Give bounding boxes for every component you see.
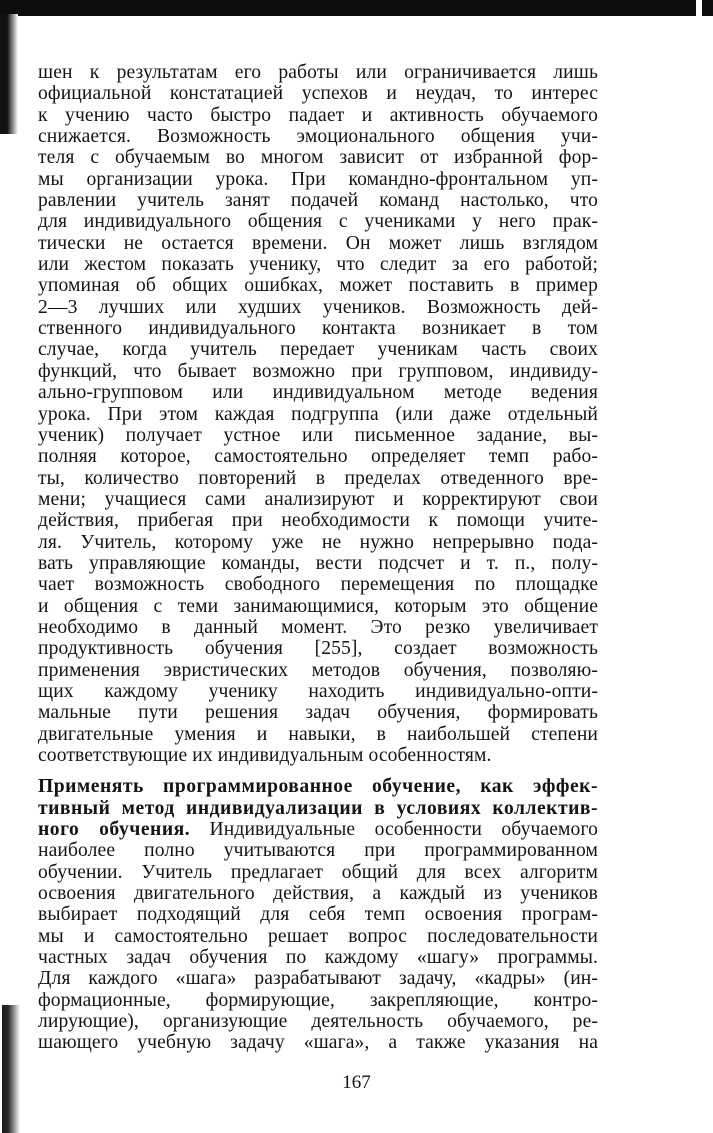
text-line: ально-групповом или индивидуальном методе ведения xyxy=(38,382,598,404)
text-line: шающего учебную задачу «шага», а также указания на xyxy=(38,1032,598,1054)
text-line: вать управляющие команды, вести подсчет и т. п., полу- xyxy=(38,552,598,574)
paragraph-1 xyxy=(38,62,598,766)
text-line: необходимо в данный момент. Это резко увеличивает xyxy=(38,616,598,638)
text-line: урока. При этом каждая подгруппа (или даже отдельный xyxy=(38,403,598,425)
text-line: применения эвристических методов обучения, позволяю- xyxy=(38,659,598,681)
text-line: лирующие), организующие деятельность обучаемого, ре- xyxy=(38,1011,598,1033)
text-line: соответствующие их индивидуальным особенностям. xyxy=(38,745,492,766)
text-line: наиболее полно учитываются при программированном xyxy=(38,840,598,862)
text-line: или жестом показать ученику, что следит за его работой; xyxy=(38,254,598,276)
text-line: к учению часто быстро падает и активность обучаемого xyxy=(38,104,598,126)
text-line: частных задач обучения по каждому «шагу» программы. xyxy=(38,947,598,969)
text-line: действия, прибегая при необходимости к помощи учите- xyxy=(38,510,598,532)
text-line: ученик) получает устное или письменное задание, вы- xyxy=(38,424,598,446)
text-line: мы и самостоятельно решает вопрос последовательности xyxy=(38,925,598,947)
text-line: ля. Учитель, которому уже не нужно непрерывно пода- xyxy=(38,531,598,553)
text-line: продуктивность обучения [255], создает возможность xyxy=(38,638,598,660)
text-line: чает возможность свободного перемещения по площадке xyxy=(38,574,598,596)
text-line: ственного индивидуального контакта возникает в том xyxy=(38,318,598,340)
text-line: щих каждому ученику находить индивидуально-опти- xyxy=(38,680,598,702)
mixed-line xyxy=(38,819,598,840)
text-line: официальной констатацией успехов и неудач, то интерес xyxy=(38,83,598,105)
text-line: ты, количество повторений в пределах отведенного вре- xyxy=(38,467,598,489)
scan-top-edge xyxy=(0,0,713,16)
text-line: освоения двигательного действия, а каждый из учеников xyxy=(38,883,598,905)
bold-line: Применять программированное обучение, как эффек- xyxy=(38,776,598,798)
text-line: тически не остается времени. Он может лишь взглядом xyxy=(38,232,598,254)
paragraph-2 xyxy=(38,776,598,1053)
text-line: случае, когда учитель передает ученикам часть своих xyxy=(38,339,598,361)
text-line: полняя которое, самостоятельно определяет темп рабо- xyxy=(38,446,598,468)
page-number: 167 xyxy=(342,1072,371,1093)
text-line: мени; учащиеся сами анализируют и корректируют свои xyxy=(38,488,598,510)
text-line: и общения с теми занимающимися, которым это общение xyxy=(38,595,598,617)
text-line: для индивидуального общения с учениками у него прак- xyxy=(38,211,598,233)
scan-left-edge-bottom xyxy=(2,1005,20,1133)
text-line: функций, что бывает возможно при групповом, индивиду- xyxy=(38,360,598,382)
text-line: 2—3 лучших или худших учеников. Возможность дей- xyxy=(38,296,598,318)
text-after-lead-in: Индивидуальные особенности обучаемого xyxy=(190,819,598,841)
text-line: теля с обучаемым во многом зависит от избранной фор- xyxy=(38,147,598,169)
scan-top-edge-gap xyxy=(696,0,702,16)
text-line: шен к результатам его работы или ограничивается лишь xyxy=(38,62,598,83)
text-line: выбирает подходящий для себя темп освоения програм- xyxy=(38,904,598,926)
text-line: мальные пути решения задач обучения, формировать xyxy=(38,702,598,724)
paragraph-2-lines xyxy=(38,840,598,1053)
text-line: снижается. Возможность эмоционального общения учи- xyxy=(38,126,598,148)
text-line: обучении. Учитель предлагает общий для всех алгоритм xyxy=(38,861,598,883)
bold-lead-in: ного обучения. xyxy=(38,819,191,841)
text-line: упоминая об общих ошибках, может поставить в пример xyxy=(38,275,598,297)
scan-left-edge-top xyxy=(0,14,18,134)
bold-line: тивный метод индивидуализации в условиях коллектив- xyxy=(38,797,598,819)
text-line: мы организации урока. При командно-фронтальном уп- xyxy=(38,168,598,190)
text-line: Для каждого «шага» разрабатывают задачу, «кадры» (ин- xyxy=(38,968,598,990)
page-body xyxy=(38,62,598,1064)
text-line: формационные, формирующие, закрепляющие, контро- xyxy=(38,989,598,1011)
text-line: равлении учитель занят подачей команд настолько, что xyxy=(38,190,598,212)
text-line: двигательные умения и навыки, в наибольшей степени xyxy=(38,723,598,745)
